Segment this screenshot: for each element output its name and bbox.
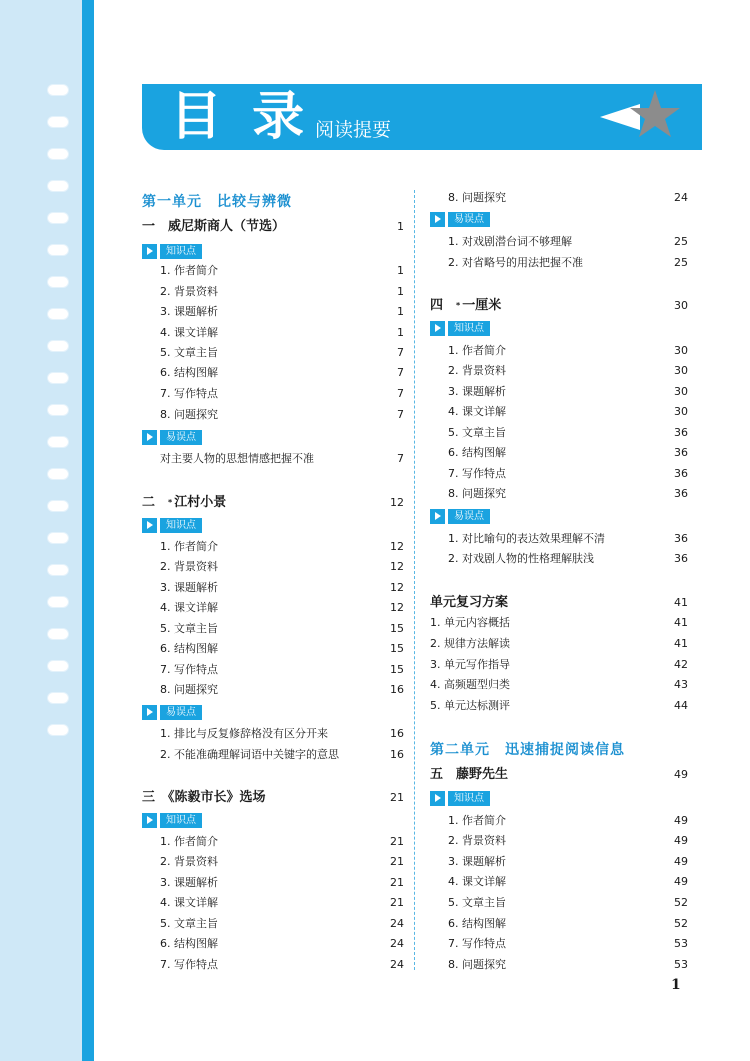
binder-ring [48,341,68,351]
lesson-number: 二 [142,495,156,510]
binding-spine [82,0,94,1061]
toc-item-page: 16 [390,727,404,740]
toc-item[interactable] [142,344,404,362]
toc-item-title: 7. 写作特点 [160,958,218,971]
toc-item-page: 49 [674,834,688,847]
toc-item[interactable] [430,444,688,462]
toc-item-title: 4. 课文详解 [160,601,218,614]
toc-item[interactable] [142,874,404,892]
lesson-3-page: 21 [390,791,404,804]
toc-item-title: 1. 对比喻句的表达效果理解不清 [448,532,605,545]
toc-item-title: 2. 对戏剧人物的性格理解肤浅 [448,552,594,565]
unit-review-page: 41 [674,596,688,609]
toc-item-title: 2. 背景资料 [160,855,218,868]
left-margin-strip [0,0,92,1061]
toc-item-title: 3. 课题解析 [448,855,506,868]
toc-item[interactable] [430,873,688,891]
toc-item-page: 30 [674,385,688,398]
toc-item-page: 52 [674,917,688,930]
toc-item[interactable] [430,383,688,401]
lesson-5-page: 49 [674,768,688,781]
binder-ring [48,597,68,607]
review-item-page: 44 [674,699,688,712]
review-item-page: 41 [674,616,688,629]
review-item-title: 1. 单元内容概括 [430,616,510,629]
lesson-name: 江村小景 [174,495,227,510]
knowledge-tag-label: 知识点 [448,791,490,806]
toc-item-page: 1 [397,264,404,277]
toc-item-page: 49 [674,875,688,888]
mistakes-tag [142,430,202,445]
play-arrow-icon [142,430,157,445]
toc-item[interactable] [142,385,404,403]
toc-item-title: 6. 结构图解 [160,937,218,950]
star-icon [600,84,682,150]
toc-item-title: 3. 课题解析 [160,876,218,889]
toc-item-title: 3. 课题解析 [448,385,506,398]
binder-ring [48,661,68,671]
toc-item[interactable] [142,303,404,321]
knowledge-tag [430,321,490,336]
toc-item-title: 6. 结构图解 [160,366,218,379]
lesson-4-title [430,297,501,315]
toc-item[interactable] [430,915,688,933]
lesson-number: 四 [430,298,444,313]
toc-item-page: 21 [390,855,404,868]
review-item-page: 43 [674,678,688,691]
toc-item-title: 1. 作者简介 [448,814,506,827]
mistakes-tag-label: 易误点 [448,509,490,524]
toc-item-title: 2. 对省略号的用法把握不准 [448,256,583,269]
toc-item-page: 21 [390,896,404,909]
toc-item-title: 5. 文章主旨 [160,917,218,930]
toc-item-page: 25 [674,256,688,269]
toc-item-title: 4. 课文详解 [160,326,218,339]
review-item-title: 2. 规律方法解读 [430,637,510,650]
toc-item[interactable] [430,233,688,251]
toc-item-page: 12 [390,581,404,594]
toc-item-title: 1. 作者简介 [160,264,218,277]
toc-item-title: 5. 文章主旨 [448,896,506,909]
toc-item-title: 1. 作者简介 [160,540,218,553]
toc-item-page: 15 [390,642,404,655]
mistakes-tag [430,509,490,524]
binder-ring [48,213,68,223]
knowledge-tag-label: 知识点 [160,518,202,533]
toc-item-title: 5. 文章主旨 [160,346,218,359]
toc-item-title: 2. 背景资料 [160,285,218,298]
toc-item[interactable] [430,342,688,360]
lesson-name: 一厘米 [462,298,502,313]
toc-item-title: 3. 课题解析 [160,581,218,594]
toc-item-title: 4. 课文详解 [448,405,506,418]
lesson-3-title: 三 《陈毅市长》选场 [142,790,266,805]
mistakes-tag [430,212,490,227]
toc-item-page: 49 [674,814,688,827]
lesson-3[interactable] [142,789,404,807]
unit-heading-1[interactable] [142,193,404,211]
toc-item-title: 6. 结构图解 [448,446,506,459]
toc-item-page: 1 [397,326,404,339]
mistakes-tag-label: 易误点 [448,212,490,227]
toc-item[interactable] [142,262,404,280]
binder-ring [48,405,68,415]
toc-item-title: 1. 作者简介 [448,344,506,357]
toc-item[interactable] [142,283,404,301]
toc-item-page: 7 [397,408,404,421]
play-arrow-icon [142,705,157,720]
review-item[interactable] [430,635,688,653]
toc-item-title: 7. 写作特点 [160,387,218,400]
toc-item-page: 24 [390,958,404,971]
toc-item-title: 5. 文章主旨 [160,622,218,635]
binder-ring [48,85,68,95]
toc-item-title: 8. 问题探究 [448,958,506,971]
toc-item[interactable] [142,450,404,468]
lesson-1[interactable] [142,218,404,236]
toc-item-page: 52 [674,896,688,909]
toc-item-title: 对主要人物的思想情感把握不准 [160,452,314,465]
toc-item-title: 4. 课文详解 [160,896,218,909]
binder-ring [48,501,68,511]
toc-item-page: 21 [390,876,404,889]
toc-item[interactable] [430,465,688,483]
play-arrow-icon [430,321,445,336]
page-title: 目 录 [170,87,311,147]
unit-review-title: 单元复习方案 [430,595,509,610]
toc-item-page: 36 [674,532,688,545]
toc-item-page: 7 [397,366,404,379]
toc-item[interactable] [142,915,404,933]
lesson-5-title: 五 藤野先生 [430,767,509,782]
toc-item-title: 1. 排比与反复修辞格没有区分开来 [160,727,328,740]
lesson-4[interactable] [430,297,688,315]
toc-item-title: 4. 课文详解 [448,875,506,888]
toc-item[interactable] [430,956,688,974]
toc-item[interactable] [430,832,688,850]
play-arrow-icon [142,244,157,259]
page-subtitle: 阅读提要 [315,119,392,141]
toc-item-page: 1 [397,305,404,318]
toc-item[interactable] [430,254,688,272]
optional-mark: * [456,301,461,310]
toc-item-page: 7 [397,346,404,359]
review-item-page: 42 [674,658,688,671]
toc-item[interactable] [142,640,404,658]
toc-item-page: 24 [390,917,404,930]
toc-item[interactable] [142,324,404,342]
binder-ring [48,469,68,479]
play-arrow-icon [430,509,445,524]
lesson-2[interactable] [142,494,404,512]
unit-heading-1-title: 第一单元 比较与辨微 [142,194,292,210]
toc-item-title: 8. 问题探究 [160,408,218,421]
optional-mark: * [168,498,173,507]
lesson-5[interactable] [430,766,688,784]
toc-item[interactable] [142,935,404,953]
toc-item-title: 5. 文章主旨 [448,426,506,439]
toc-item-page: 49 [674,855,688,868]
review-item[interactable] [430,676,688,694]
play-arrow-icon [430,791,445,806]
toc-item-page: 36 [674,467,688,480]
toc-item[interactable] [430,853,688,871]
knowledge-tag [142,518,202,533]
play-arrow-icon [142,518,157,533]
toc-item[interactable] [142,661,404,679]
toc-item-title: 2. 背景资料 [160,560,218,573]
mistakes-tag-label: 易误点 [160,705,202,720]
toc-item[interactable] [142,956,404,974]
toc-item-page: 16 [390,748,404,761]
toc-item[interactable] [142,364,404,382]
toc-item-page: 15 [390,663,404,676]
binder-ring [48,629,68,639]
binder-ring [48,693,68,703]
toc-item-page: 53 [674,937,688,950]
toc-item-title: 2. 背景资料 [448,364,506,377]
toc-item[interactable] [430,189,688,207]
review-item[interactable] [430,656,688,674]
toc-item-page: 24 [674,191,688,204]
toc-item-title: 2. 不能准确理解词语中关键字的意思 [160,748,339,761]
toc-item-page: 36 [674,487,688,500]
toc-item-page: 53 [674,958,688,971]
toc-item[interactable] [142,579,404,597]
toc-item-page: 30 [674,364,688,377]
toc-item[interactable] [430,894,688,912]
toc-item[interactable] [142,746,404,764]
mistakes-tag [142,705,202,720]
toc-item-page: 7 [397,387,404,400]
toc-item[interactable] [142,558,404,576]
binder-ring [48,437,68,447]
toc-item[interactable] [430,812,688,830]
binder-ring [48,181,68,191]
toc-item-title: 7. 写作特点 [160,663,218,676]
toc-item-title: 3. 课题解析 [160,305,218,318]
toc-item-title: 7. 写作特点 [448,467,506,480]
toc-item-page: 15 [390,622,404,635]
toc-item[interactable] [142,620,404,638]
binder-ring [48,149,68,159]
toc-item-page: 24 [390,937,404,950]
toc-item[interactable] [142,681,404,699]
binder-ring [48,117,68,127]
toc-item[interactable] [142,599,404,617]
toc-item-title: 8. 问题探究 [448,487,506,500]
toc-item-title: 1. 作者简介 [160,835,218,848]
toc-item-title: 6. 结构图解 [160,642,218,655]
toc-item[interactable] [142,833,404,851]
toc-item-page: 30 [674,405,688,418]
toc-item[interactable] [430,362,688,380]
toc-item-page: 21 [390,835,404,848]
lesson-1-page: 1 [397,220,404,233]
toc-item[interactable] [430,935,688,953]
toc-item-title: 7. 写作特点 [448,937,506,950]
review-item-title: 5. 单元达标测评 [430,699,510,712]
review-item-title: 4. 高频题型归类 [430,678,510,691]
binder-ring [48,533,68,543]
toc-item-page: 25 [674,235,688,248]
toc-item-page: 16 [390,683,404,696]
knowledge-tag-label: 知识点 [160,813,202,828]
toc-item[interactable] [430,424,688,442]
unit-review[interactable] [430,594,688,612]
unit-heading-2-title: 第二单元 迅速捕捉阅读信息 [430,742,625,758]
toc-item-page: 36 [674,426,688,439]
knowledge-tag [142,813,202,828]
binder-ring [48,245,68,255]
toc-item-page: 7 [397,452,404,465]
toc-item[interactable] [142,538,404,556]
lesson-2-page: 12 [390,496,404,509]
toc-item-title: 2. 背景资料 [448,834,506,847]
toc-item-page: 36 [674,446,688,459]
page-number: 1 [671,977,681,993]
knowledge-tag-label: 知识点 [448,321,490,336]
knowledge-tag [142,244,202,259]
toc-item-title: 8. 问题探究 [160,683,218,696]
toc-item-page: 12 [390,601,404,614]
binder-ring [48,725,68,735]
toc-item[interactable] [142,725,404,743]
mistakes-tag-label: 易误点 [160,430,202,445]
toc-item[interactable] [142,406,404,424]
toc-item[interactable] [430,485,688,503]
toc-item[interactable] [430,530,688,548]
play-arrow-icon [430,212,445,227]
toc-item[interactable] [142,853,404,871]
lesson-4-page: 30 [674,299,688,312]
toc-item-title: 1. 对戏剧潜台词不够理解 [448,235,572,248]
toc-item[interactable] [142,894,404,912]
review-item[interactable] [430,697,688,715]
binder-ring [48,565,68,575]
lesson-2-title [142,494,226,512]
binder-ring [48,373,68,383]
toc-item-page: 1 [397,285,404,298]
toc-item-page: 30 [674,344,688,357]
unit-heading-2[interactable] [430,741,688,759]
column-divider [414,190,415,970]
toc-item[interactable] [430,403,688,421]
lesson-1-title: 一 威尼斯商人（节选） [142,219,286,234]
binder-ring [48,277,68,287]
review-item-title: 3. 单元写作指导 [430,658,510,671]
binder-ring [48,309,68,319]
toc-item-title: 8. 问题探究 [448,191,506,204]
play-arrow-icon [142,813,157,828]
toc-item-page: 12 [390,560,404,573]
review-item-page: 41 [674,637,688,650]
review-item[interactable] [430,614,688,632]
knowledge-tag-label: 知识点 [160,244,202,259]
toc-item[interactable] [430,550,688,568]
knowledge-tag [430,791,490,806]
toc-item-title: 6. 结构图解 [448,917,506,930]
toc-item-page: 36 [674,552,688,565]
toc-item-page: 12 [390,540,404,553]
